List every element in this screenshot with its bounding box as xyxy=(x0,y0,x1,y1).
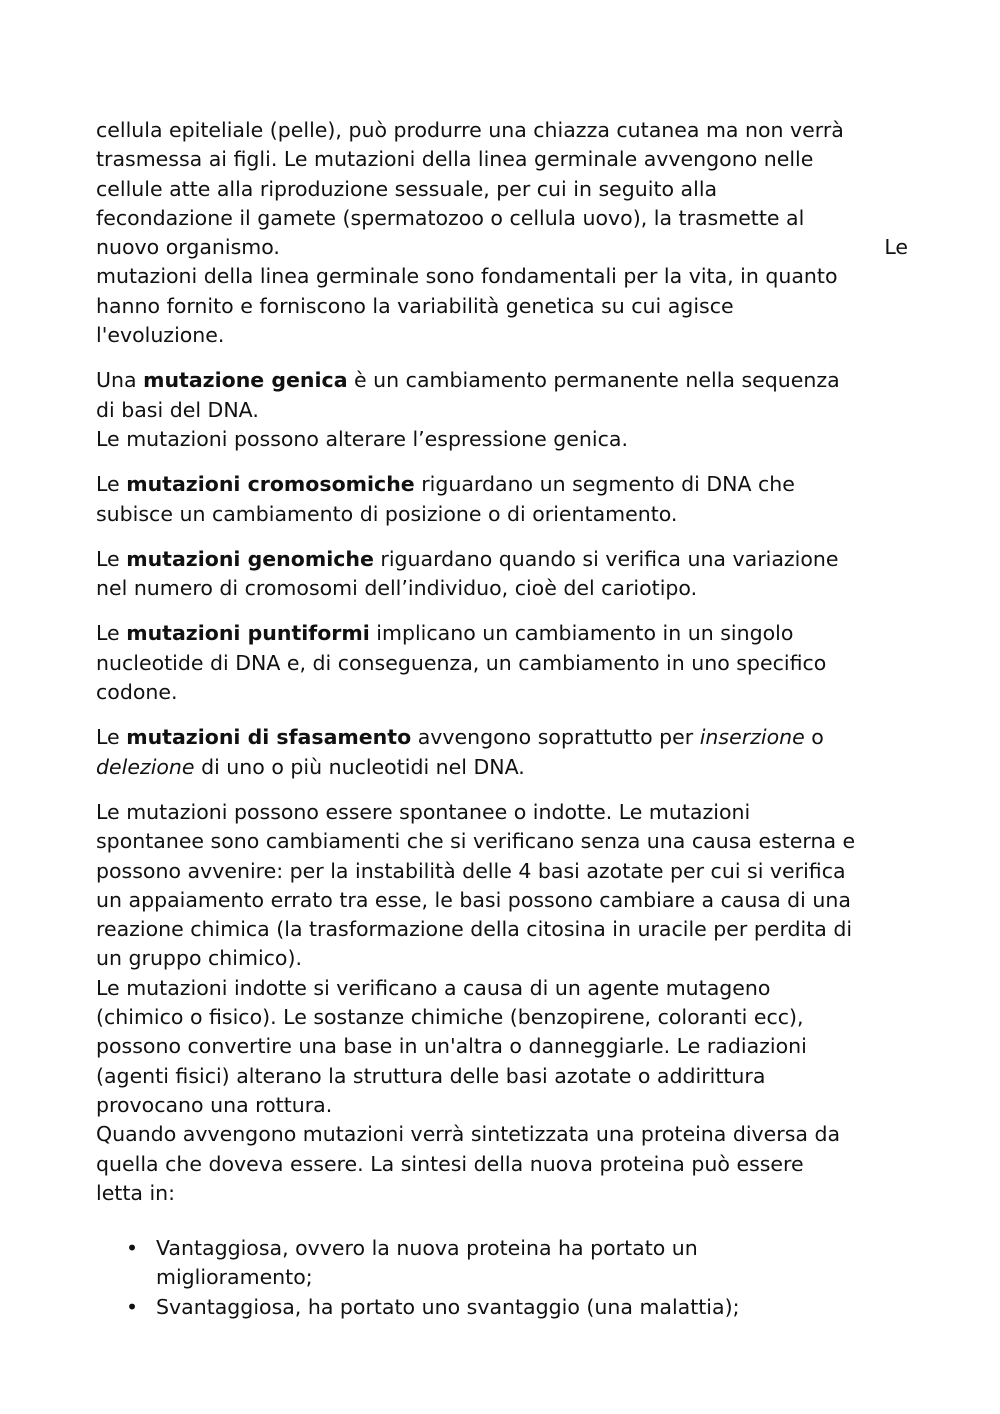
text-fragment: Le xyxy=(884,235,908,260)
text-fragment: Le xyxy=(96,546,127,571)
paragraph-gene-mutation xyxy=(96,366,908,454)
text-line: nel numero di cromosomi dell’individuo, cioè del cariotipo. xyxy=(96,576,698,601)
term-mutazioni-puntiformi: mutazioni puntiformi xyxy=(126,621,370,646)
text-line xyxy=(96,753,908,782)
term-delezione: delezione xyxy=(96,754,195,779)
text-line: cellula epiteliale (pelle), può produrre una chiazza cutanea ma non verrà xyxy=(96,118,844,142)
term-mutazioni-cromosomiche: mutazioni cromosomiche xyxy=(126,472,415,497)
list-item xyxy=(96,1293,908,1322)
text-line: un gruppo chimico). xyxy=(96,946,302,971)
document-page xyxy=(96,116,908,1322)
text-fragment: avvengono soprattutto per xyxy=(411,725,700,750)
text-line: hanno fornito e forniscono la variabilità genetica su cui agisce xyxy=(96,293,734,318)
text-line: possono convertire una base in un'altra o danneggiarle. Le radiazioni xyxy=(96,1034,807,1059)
text-line xyxy=(96,233,908,262)
paragraph-spontaneous-induced xyxy=(96,798,908,1208)
text-line: Vantaggiosa, ovvero la nuova proteina ha portato un xyxy=(156,1236,698,1261)
text-fragment: riguardano un segmento di DNA che xyxy=(414,472,795,497)
bullet-icon: • xyxy=(126,1294,139,1319)
paragraph-chromosomal-mutation xyxy=(96,470,908,529)
paragraph-point-mutation xyxy=(96,619,908,707)
term-mutazione-genica: mutazione genica xyxy=(143,368,348,393)
text-line: l'evoluzione. xyxy=(96,323,225,348)
text-line: fecondazione il gamete (spermatozoo o cellula uovo), la trasmette al xyxy=(96,205,805,230)
text-line: spontanee sono cambiamenti che si verificano senza una causa esterna e xyxy=(96,829,856,854)
text-fragment: Le xyxy=(96,621,127,646)
text-line: (agenti fisici) alterano la struttura delle basi azotate o addirittura xyxy=(96,1063,766,1088)
text-line: cellule atte alla riproduzione sessuale, per cui in seguito alla xyxy=(96,176,718,201)
paragraph-frameshift-mutation xyxy=(96,723,908,782)
text-fragment: implicano un cambiamento in un singolo xyxy=(369,621,794,646)
text-fragment: Le xyxy=(96,472,127,497)
text-line: trasmessa ai figli. Le mutazioni della linea germinale avvengono nelle xyxy=(96,147,814,172)
text-line: di basi del DNA. xyxy=(96,397,259,422)
text-line: subisce un cambiamento di posizione o di orientamento. xyxy=(96,501,678,526)
text-line: Le mutazioni possono alterare l’espressione genica. xyxy=(96,426,628,451)
text-line: miglioramento; xyxy=(156,1265,313,1290)
text-fragment: Una xyxy=(96,368,144,393)
text-line xyxy=(96,470,908,499)
paragraph-genomic-mutation xyxy=(96,545,908,604)
bullet-icon: • xyxy=(126,1236,139,1261)
text-line: possono avvenire: per la instabilità delle 4 basi azotate per cui si verifica xyxy=(96,858,846,883)
paragraph-germline xyxy=(96,116,908,350)
text-line: Quando avvengono mutazioni verrà sintetizzata una proteina diversa da xyxy=(96,1122,841,1147)
text-line xyxy=(96,723,908,752)
text-fragment: o xyxy=(804,725,824,750)
text-line: Le mutazioni possono essere spontanee o indotte. Le mutazioni xyxy=(96,799,751,824)
term-inserzione: inserzione xyxy=(699,725,805,750)
text-line: un appaiamento errato tra esse, le basi possono cambiare a causa di una xyxy=(96,887,851,912)
text-fragment: è un cambiamento permanente nella sequenza xyxy=(347,368,840,393)
text-line: nucleotide di DNA e, di conseguenza, un cambiamento in uno specifico xyxy=(96,650,827,675)
list-item xyxy=(96,1234,908,1293)
outcome-list xyxy=(96,1234,908,1322)
text-line: reazione chimica (la trasformazione della citosina in uracile per perdita di xyxy=(96,917,853,942)
text-fragment: Le xyxy=(96,725,127,750)
text-line xyxy=(96,545,908,574)
text-line: quella che doveva essere. La sintesi della nuova proteina può essere xyxy=(96,1151,804,1176)
text-line: Le mutazioni indotte si verificano a causa di un agente mutageno xyxy=(96,975,771,1000)
text-line: Svantaggiosa, ha portato uno svantaggio (una malattia); xyxy=(156,1294,740,1319)
text-fragment: riguardano quando si verifica una variazione xyxy=(373,546,839,571)
term-mutazioni-di-sfasamento: mutazioni di sfasamento xyxy=(126,725,412,750)
text-line: provocano una rottura. xyxy=(96,1092,333,1117)
text-line: (chimico o fisico). Le sostanze chimiche (benzopirene, coloranti ecc), xyxy=(96,1005,804,1030)
text-fragment: nuovo organismo. xyxy=(96,235,280,260)
text-line: mutazioni della linea germinale sono fondamentali per la vita, in quanto xyxy=(96,264,838,289)
text-line xyxy=(96,619,908,648)
term-mutazioni-genomiche: mutazioni genomiche xyxy=(126,546,374,571)
text-line: codone. xyxy=(96,680,178,705)
text-line: letta in: xyxy=(96,1180,176,1205)
text-line xyxy=(96,366,908,395)
text-fragment: di uno o più nucleotidi nel DNA. xyxy=(194,754,525,779)
